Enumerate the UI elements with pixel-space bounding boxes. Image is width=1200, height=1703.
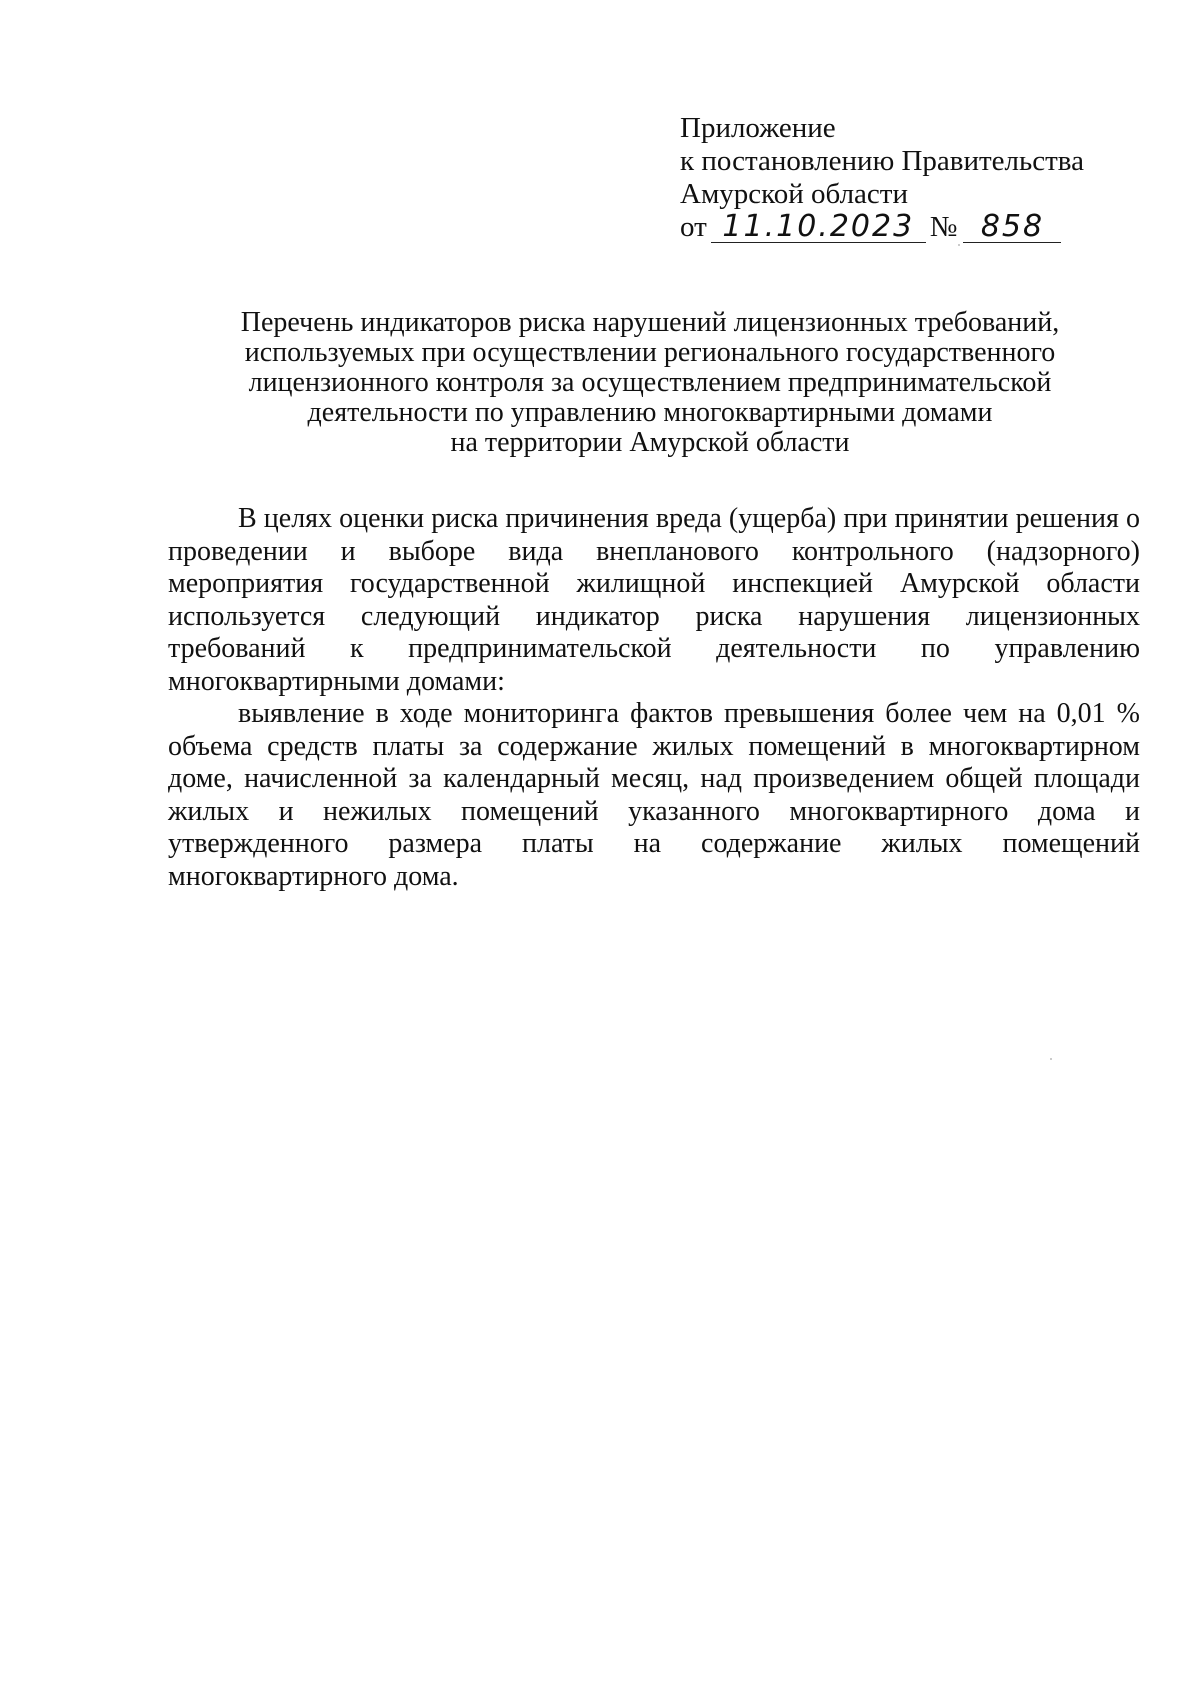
date-prefix: от [680, 211, 707, 243]
handwritten-number: 858 [963, 212, 1061, 243]
document-title [160, 308, 1140, 458]
number-prefix: № [929, 211, 958, 243]
scan-speck [1050, 1058, 1052, 1060]
document-body [168, 503, 1140, 893]
title-line: используемых при осуществлении регионального государственного [244, 337, 1056, 368]
title-line: Перечень индикаторов риска нарушений лицензионных требований, [240, 307, 1060, 338]
appendix-region-line: Амурской области [680, 178, 908, 210]
title-line: лицензионного контроля за осуществлением предпринимательской [248, 367, 1052, 398]
appendix-date-number-line [680, 211, 1120, 244]
title-line: деятельности по управлению многоквартирными домами [307, 397, 993, 428]
appendix-resolution-line: к постановлению Правительства [680, 145, 1084, 177]
appendix-header [680, 112, 1120, 244]
body-paragraph: В целях оценки риска причинения вреда (ущерба) при принятии решения о проведении и выборе вида внепланового контрольного (надзорного) мероприятия государственной жилищной инспекцией Амурской области используется следующий индикатор риска нарушения лицензионных требований к предпринимательской деятельности по управлению многоквартирными домами: [168, 503, 1140, 697]
handwritten-date: 11.10.2023 [711, 212, 926, 243]
appendix-label: Приложение [680, 112, 836, 144]
title-line: на территории Амурской области [450, 427, 850, 458]
body-paragraph: выявление в ходе мониторинга фактов превышения более чем на 0,01 % объема средств платы за содержание жилых помещений в многоквартирном доме, начисленной за календарный месяц, над произведением общей площади жилых и нежилых помещений указанного многоквартирного дома и утвержденного размера платы на содержание жилых помещений многоквартирного дома. [168, 698, 1140, 892]
scan-speck [958, 244, 960, 246]
